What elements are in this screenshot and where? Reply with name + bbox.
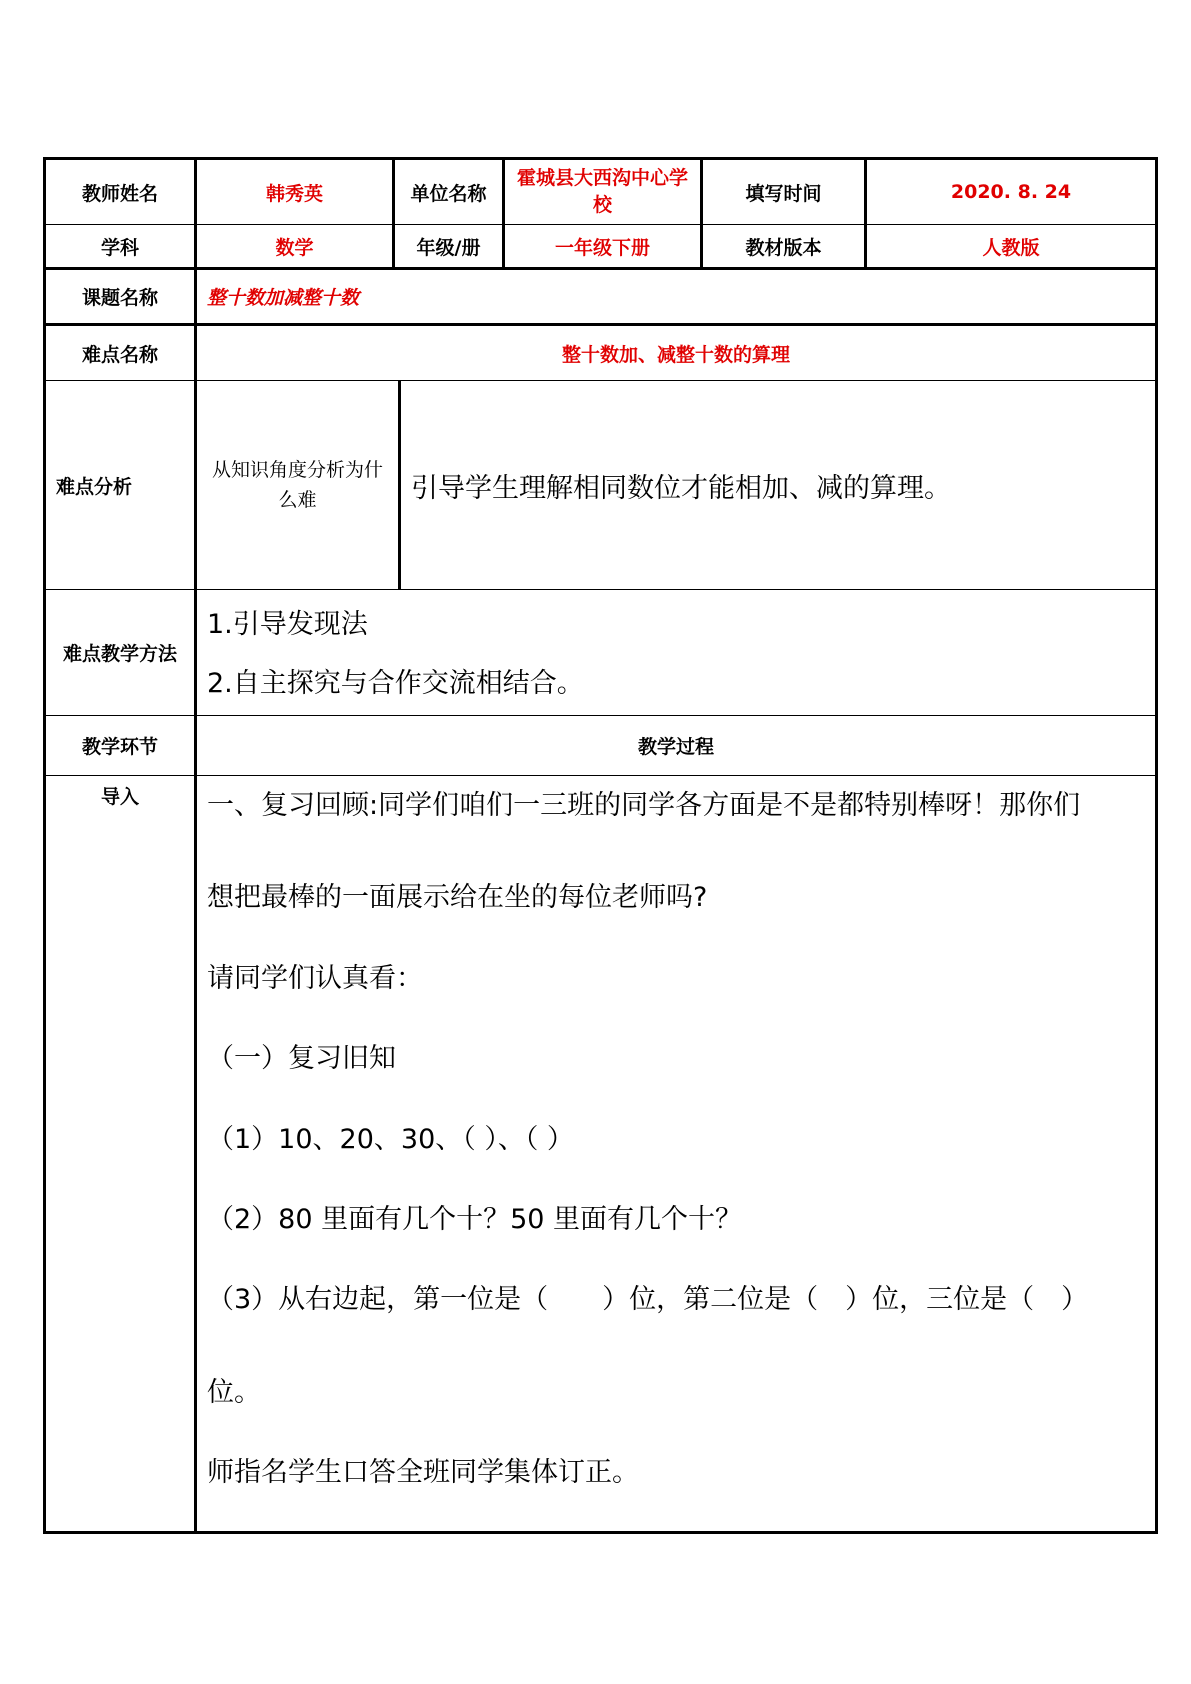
edition-label: 教材版本: [702, 225, 866, 269]
difficulty-row: [45, 325, 1157, 381]
header-row-1: [45, 159, 1157, 225]
process-header: 教学过程: [196, 716, 1157, 776]
intro-line-6: （2）80 里面有几个十？50 里面有几个十？: [207, 1203, 743, 1235]
date-value: 2020. 8. 24: [866, 159, 1157, 225]
subject-value: 数学: [196, 225, 394, 269]
analysis-sub-label: 从知识角度分析为什么难: [197, 381, 401, 589]
analysis-text: 引导学生理解相同数位才能相加、减的算理。: [411, 472, 951, 504]
teacher-name-value: 韩秀英: [196, 159, 394, 225]
method-lines: [207, 605, 1155, 700]
intro-line-4: （一）复习旧知: [207, 1043, 396, 1075]
intro-lines: [207, 790, 1155, 1490]
intro-line-9: 师指名学生口答全班同学集体订正。: [207, 1457, 639, 1489]
intro-line-1: 一、复习回顾:同学们咱们一三班的同学各方面是不是都特别棒呀！那你们: [207, 790, 1081, 821]
method-line-1: 1.引导发现法: [207, 609, 368, 641]
topic-value: 整十数加减整十数: [196, 269, 1157, 325]
analysis-row: [45, 381, 1157, 590]
analysis-label: 难点分析: [45, 381, 196, 590]
topic-label: 课题名称: [45, 269, 196, 325]
intro-line-8: 位。: [207, 1376, 261, 1408]
topic-row: [45, 269, 1157, 325]
intro-line-7: （3）从右边起，第一位是（ ）位，第二位是（ ）位，三位是（ ）: [207, 1284, 1089, 1316]
process-header-row: [45, 716, 1157, 776]
date-label: 填写时间: [702, 159, 866, 225]
edition-value: 人教版: [866, 225, 1157, 269]
difficulty-label: 难点名称: [45, 325, 196, 381]
method-line-2: 2.自主探究与合作交流相结合。: [207, 667, 584, 699]
teacher-name-label: 教师姓名: [45, 159, 196, 225]
stage-header: 教学环节: [45, 716, 196, 776]
intro-line-5: （1）10、20、30、（ ）、（ ）: [207, 1123, 574, 1155]
analysis-inner: [197, 381, 1155, 589]
header-row-2: [45, 225, 1157, 269]
method-label: 难点教学方法: [45, 590, 196, 716]
grade-value: 一年级下册: [504, 225, 702, 269]
lesson-plan-table: [43, 157, 1158, 1534]
intro-stage: 导入: [45, 776, 196, 1533]
unit-name-label: 单位名称: [394, 159, 504, 225]
unit-name-value: 霍城县大西沟中心学校: [504, 159, 702, 225]
subject-label: 学科: [45, 225, 196, 269]
intro-row: [45, 776, 1157, 1533]
method-row: [45, 590, 1157, 716]
grade-label: 年级/册: [394, 225, 504, 269]
intro-line-3: 请同学们认真看：: [207, 962, 423, 994]
intro-line-2: 想把最棒的一面展示给在坐的每位老师吗?: [207, 882, 708, 914]
difficulty-value: 整十数加、减整十数的算理: [196, 325, 1157, 381]
